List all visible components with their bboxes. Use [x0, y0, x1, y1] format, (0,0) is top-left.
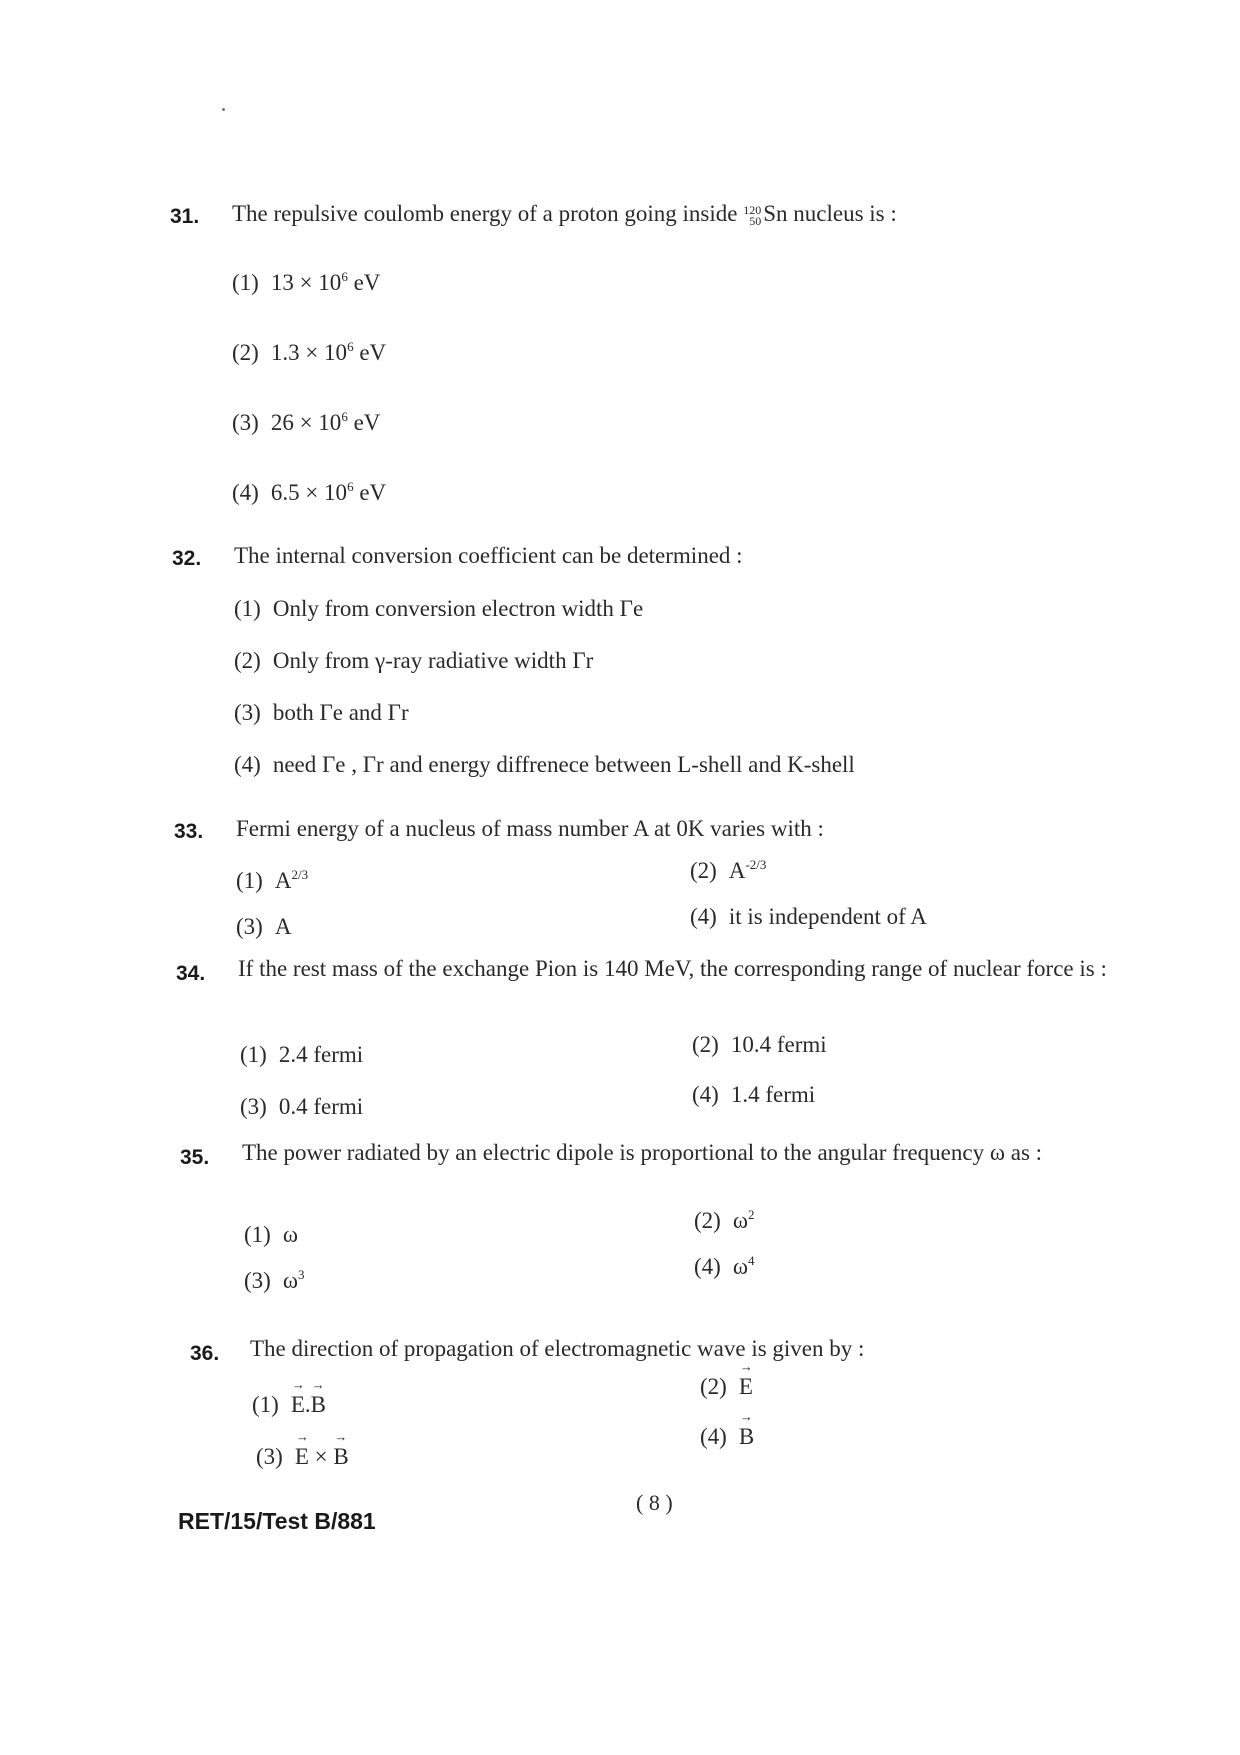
question-text: The repulsive coulomb energy of a proton going inside 120 50Sn nucleus is : — [232, 201, 897, 228]
option-1: (1) Only from conversion electron width Γe — [234, 596, 644, 621]
option-4: (4)→ B — [700, 1424, 754, 1450]
question-number: 31. — [170, 205, 200, 228]
option-3: (3) A — [236, 914, 292, 939]
vector-e: → E — [739, 1374, 753, 1400]
question-text: The power radiated by an electric dipole is proportional to the angular frequency ω as : — [242, 1140, 1043, 1165]
question-text: If the rest mass of the exchange Pion is 140 MeV, the corresponding range of nuclear force is : — [238, 956, 1107, 981]
option-1: (1) $13 \times 10^6$ eV — [232, 269, 381, 295]
vector-b: → B — [739, 1424, 754, 1450]
question-number: 35. — [180, 1146, 210, 1169]
footer-code: RET/15/Test B/881 — [178, 1508, 376, 1534]
vector-e: → E — [291, 1392, 305, 1418]
stray-mark — [222, 108, 225, 111]
option-1: (1) ω — [244, 1222, 298, 1247]
option-2: (2) $1.3 \times 10^6$ eV — [232, 339, 387, 365]
isotope-notation: 120 50 — [743, 202, 762, 228]
option-2: (2) 10.4 fermi — [692, 1032, 827, 1057]
question-text: The internal conversion coefficient can be determined : — [234, 543, 743, 568]
option-2: (2)→ E — [700, 1374, 753, 1400]
option-4: (4) 1.4 fermi — [692, 1082, 816, 1107]
option-1: (1) 2.4 fermi — [240, 1042, 364, 1067]
vector-e: → E — [295, 1444, 309, 1470]
option-4: (4) $\omega^4$ — [694, 1253, 755, 1279]
option-2: (2) $\omega^2$ — [694, 1207, 755, 1233]
option-4: (4) $6.5 \times 10^6$ eV — [232, 479, 387, 505]
option-3: (3) $26 \times 10^6$ eV — [232, 409, 381, 435]
question-text: The direction of propagation of electromagnetic wave is given by : — [250, 1336, 865, 1361]
option-3: (3) 0.4 fermi — [240, 1094, 364, 1119]
option-1: (1) $A^{2/3}$ — [236, 867, 309, 893]
question-number: 34. — [176, 962, 206, 985]
question-number: 36. — [190, 1342, 220, 1365]
option-4: (4) it is independent of A — [690, 904, 927, 929]
option-3: (3)→ E × → B — [256, 1444, 349, 1470]
option-1: (1)→ E.→ B — [252, 1392, 326, 1418]
option-3: (3) $\omega^3$ — [244, 1267, 305, 1293]
vector-b: → B — [311, 1392, 326, 1418]
question-text: Fermi energy of a nucleus of mass number A at 0K varies with : — [236, 816, 824, 841]
question-number: 32. — [172, 547, 202, 570]
option-4: (4) need Γe , Γr and energy diffrenece between L-shell and K-shell — [234, 752, 855, 777]
option-2: (2) Only from γ-ray radiative width Γr — [234, 648, 594, 673]
page-number: ( 8 ) — [636, 1490, 673, 1515]
option-2: (2) $A^{-2/3}$ — [690, 857, 767, 883]
option-3: (3) both Γe and Γr — [234, 700, 409, 725]
vector-b: → B — [333, 1444, 348, 1470]
question-number: 33. — [174, 820, 204, 843]
